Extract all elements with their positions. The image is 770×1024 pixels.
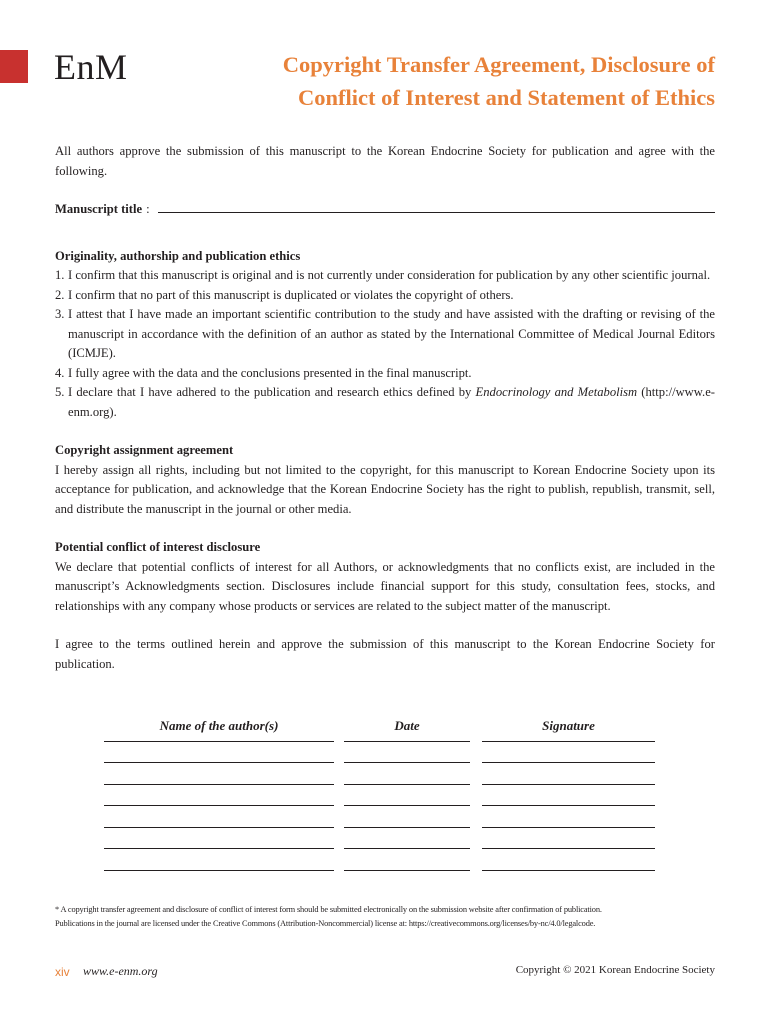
- column-header-signature: Signature: [542, 718, 595, 733]
- header-underline-signature: [482, 741, 655, 742]
- footnote-line-1: * A copyright transfer agreement and disclosure of conflict of interest form should be submitted electronically on the submission website after confirmation of publication.: [55, 905, 602, 914]
- date-entry-line[interactable]: [344, 805, 470, 806]
- manuscript-title-line[interactable]: [158, 200, 715, 213]
- signature-entry-line[interactable]: [482, 762, 655, 763]
- conflict-heading: Potential conflict of interest disclosure: [55, 540, 261, 554]
- journal-logo: EnM: [54, 47, 128, 87]
- signature-entry-line[interactable]: [482, 827, 655, 828]
- intro-paragraph: All authors approve the submission of this manuscript to the Korean Endocrine Society for publication and agree with the following.: [55, 144, 715, 178]
- brand-color-tab: [0, 50, 28, 83]
- column-header-name: Name of the author(s): [159, 718, 279, 733]
- signature-entry-line[interactable]: [482, 848, 655, 849]
- name-entry-line[interactable]: [104, 805, 334, 806]
- signature-entry-line[interactable]: [482, 870, 655, 871]
- list-item: 2. I confirm that no part of this manuscript is duplicated or violates the copyright of others.: [55, 287, 514, 302]
- manuscript-title-field[interactable]: [55, 200, 715, 220]
- document-body: [55, 142, 715, 674]
- list-item: 5. I declare that I have adhered to the publication and research ethics defined by Endocrinology and Metabolism (http://www.e-enm.org).: [55, 385, 715, 419]
- journal-name: Endocrinology and Metabolism: [475, 385, 638, 399]
- list-item: 1. I confirm that this manuscript is original and is not currently under consideration for publication by any other scientific journal.: [55, 268, 711, 282]
- title-line-1: Copyright Transfer Agreement, Disclosure of: [282, 52, 715, 77]
- list-item: 3. I attest that I have made an important scientific contribution to the study and have assisted with the drafting or revising of the manuscript in accordance with the definition of an author as stated by the International Committee of Medical Journal Editors (ICMJE).: [55, 307, 715, 360]
- manuscript-title-label: Manuscript title: [55, 202, 143, 216]
- copyright-notice: Copyright © 2021 Korean Endocrine Society: [515, 964, 715, 976]
- name-entry-line[interactable]: [104, 784, 334, 785]
- journal-url[interactable]: www.e-enm.org: [83, 964, 158, 978]
- date-entry-line[interactable]: [344, 762, 470, 763]
- date-entry-line[interactable]: [344, 827, 470, 828]
- date-entry-line[interactable]: [344, 870, 470, 871]
- signature-entry-line[interactable]: [482, 784, 655, 785]
- page-number: xiv: [55, 965, 70, 979]
- header-underline-name: [104, 741, 334, 742]
- conflict-paragraph: We declare that potential conflicts of interest for all Authors, or acknowledgments that no conflicts exist, are included in the manuscript’s Acknowledgments section. Disclosures include financial support for this study, consultation fees, stocks, and relationships with any company whose products or services are related to the subject matter of the manuscript.: [55, 559, 715, 613]
- footnote: [55, 903, 717, 931]
- signature-entry-line[interactable]: [482, 805, 655, 806]
- originality-list: [55, 266, 715, 422]
- page-title: [155, 48, 715, 114]
- date-entry-line[interactable]: [344, 784, 470, 785]
- name-entry-line[interactable]: [104, 848, 334, 849]
- manuscript-title-colon: :: [146, 202, 150, 216]
- name-entry-line[interactable]: [104, 827, 334, 828]
- footnote-line-2: Publications in the journal are licensed under the Creative Commons (Attribution-Noncommercial) license at: https://creativecommons.org/licenses/by-nc/4.0/legalcode.: [55, 919, 596, 928]
- originality-heading: Originality, authorship and publication ethics: [55, 248, 301, 263]
- name-entry-line[interactable]: [104, 870, 334, 871]
- copyright-paragraph: I hereby assign all rights, including but not limited to the copyright, for this manuscript to Korean Endocrine Society upon its acceptance for publication, and acknowledge that the Korean Endocrine Society has the right to publish, republish, transmit, sell, and distribute the manuscript in the journal or other media.: [55, 462, 715, 516]
- header-underline-date: [344, 741, 470, 742]
- title-line-2: Conflict of Interest and Statement of Ethics: [297, 85, 715, 110]
- copyright-heading: Copyright assignment agreement: [55, 443, 234, 457]
- date-entry-line[interactable]: [344, 848, 470, 849]
- name-entry-line[interactable]: [104, 762, 334, 763]
- agreement-paragraph: I agree to the terms outlined herein and approve the submission of this manuscript to the Korean Endocrine Society for publication.: [55, 637, 715, 671]
- column-header-date: Date: [394, 718, 420, 733]
- list-item: 4. I fully agree with the data and the conclusions presented in the final manuscript.: [55, 365, 472, 380]
